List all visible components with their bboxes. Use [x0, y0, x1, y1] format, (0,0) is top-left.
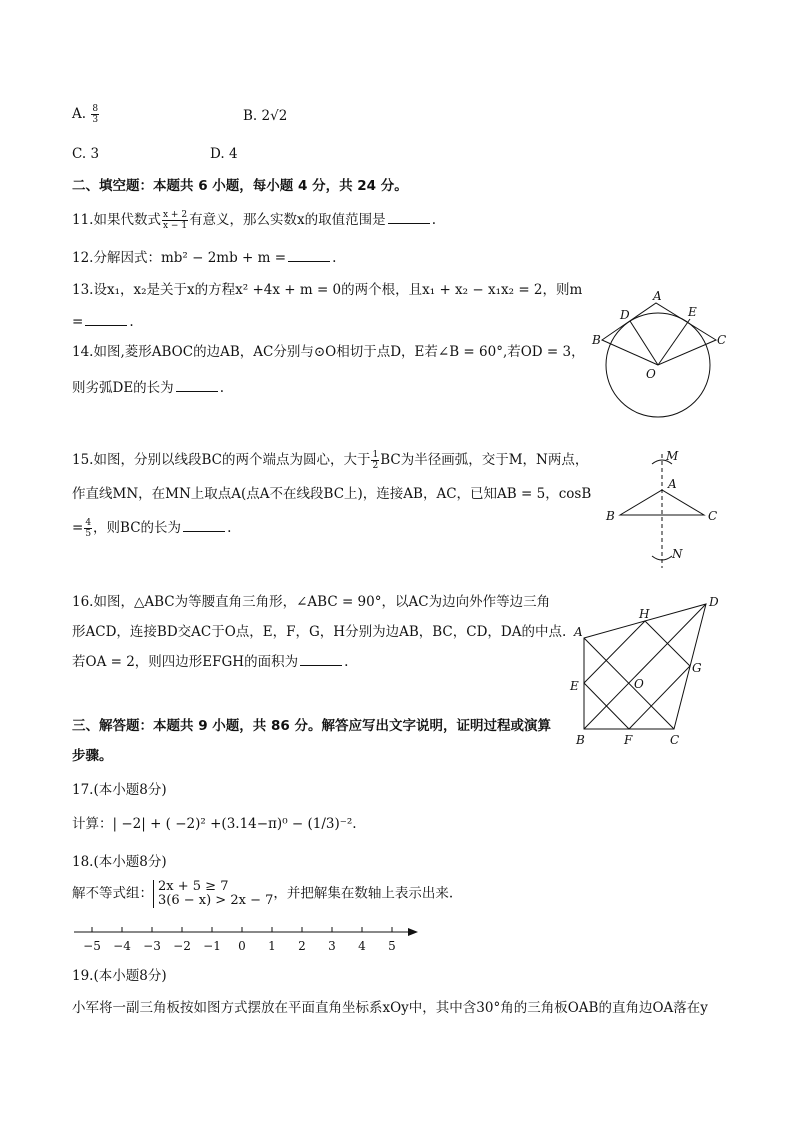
question-19-body: 小军将一副三角板按如图方式摆放在平面直角坐标系xOy中，其中含30°角的三角板OAB的直角边OA落在y — [72, 1000, 708, 1016]
number-line-tick-label: 2 — [298, 939, 306, 953]
option-c-label: C. — [72, 146, 87, 162]
section2-heading: 二、填空题：本题共 6 小题，每小题 4 分，共 24 分。 — [72, 178, 408, 194]
number-line-tick-label: 5 — [388, 939, 396, 953]
q15-cos-fraction: $\frac{4}{5}$ — [85, 518, 92, 539]
number-line-tick-label: −4 — [113, 939, 131, 953]
fig16-label-d: D — [709, 595, 719, 609]
fig16-label-a: A — [574, 625, 583, 639]
option-b-label: B. — [243, 108, 258, 124]
number-line-tick-label: 4 — [358, 939, 366, 953]
fig15-label-a: A — [668, 477, 677, 491]
question-18-body: 解不等式组： 2x + 5 ≥ 7 3(6 − x) > 2x − 7，并把解集在数轴上表示出来. — [72, 879, 454, 908]
fig16-label-f: F — [624, 733, 633, 747]
fig14-label-e: E — [688, 305, 697, 319]
q11-fraction: $\frac{x + 2}{x - 1}$ — [162, 210, 188, 231]
fig15-label-m: M — [666, 449, 679, 463]
q15-half-fraction: $\frac{1}{2}$ — [372, 450, 379, 471]
fig16-label-e: E — [570, 679, 579, 693]
number-line-tick-label: 0 — [238, 939, 246, 953]
option-d-value: 4 — [228, 146, 238, 162]
question-18-heading: 18.(本小题8分) — [72, 854, 167, 870]
option-b-value: 2√2 — [261, 108, 288, 124]
fig14-label-c: C — [717, 333, 727, 347]
fig16-label-h: H — [639, 607, 650, 621]
fig15-label-n: N — [672, 547, 683, 561]
option-a-fraction: $\frac{8}{3}$ — [92, 104, 99, 125]
option-a[interactable] — [72, 104, 100, 125]
fig14-label-a: A — [653, 289, 662, 303]
question-12: 12.分解因式：mb² − 2mb + m = . — [72, 250, 337, 266]
question-19-heading: 19.(本小题8分) — [72, 968, 167, 984]
question-14-line1: 14.如图,菱形ABOC的边AB，AC分别与⊙O相切于点D，E若∠B = 60°,若OD = 3， — [72, 344, 585, 360]
q18-inequality-system: 2x + 5 ≥ 7 3(6 − x) > 2x − 7 — [153, 880, 273, 908]
question-17-body: 计算：| −2| + ( −2)² +(3.14−π)⁰ − (1/3)⁻². — [72, 816, 357, 832]
fig14-label-b: B — [592, 333, 601, 347]
question-16-line2: 形ACD，连接BD交AC于O点，E，F，G，H分别为边AB，BC，CD，DA的中点. — [72, 624, 567, 640]
q11-answer-blank[interactable] — [388, 211, 430, 224]
option-c[interactable] — [72, 146, 99, 162]
q13-answer-blank[interactable] — [85, 313, 127, 326]
question-16-line1: 16.如图，△ABC为等腰直角三角形，∠ABC = 90°，以AC为边向外作等边三角 — [72, 594, 551, 610]
fig16-label-b: B — [576, 733, 585, 747]
option-b[interactable] — [243, 108, 287, 124]
fig16-label-g: G — [692, 661, 702, 675]
option-d-label: D. — [210, 146, 225, 162]
fig14-label-o: O — [646, 367, 656, 381]
fig15-label-b: B — [606, 509, 615, 523]
question-15-line2: 作直线MN，在MN上取点A(点A不在线段BC上)，连接AB，AC，已知AB = 5，cosB — [72, 486, 592, 502]
q16-answer-blank[interactable] — [300, 653, 342, 666]
fig16-label-o: O — [634, 677, 644, 691]
number-line-tick-label: 3 — [328, 939, 336, 953]
question-15-line3: = $\frac{4}{5}$ ，则BC的长为 . — [72, 518, 232, 539]
fig14-label-d: D — [620, 308, 630, 322]
question-13-line1: 13.设x₁，x₂是关于x的方程x² +4x + m = 0的两个根，且x₁ + x₂ − x₁x₂ = 2，则m — [72, 282, 583, 298]
section3-heading-line2: 步骤。 — [72, 748, 113, 764]
option-a-label: A. — [72, 106, 87, 122]
number-line-tick-label: −2 — [173, 939, 191, 953]
figure-15-perpendicular-bisector — [600, 444, 730, 574]
question-11: 11.如果代数式 $\frac{x + 2}{x - 1}$ 有意义，那么实数x的取值范围是 . — [72, 210, 436, 231]
number-line-tick-label: −5 — [83, 939, 101, 953]
number-line-ticks — [83, 927, 396, 953]
fig16-label-c: C — [670, 733, 680, 747]
number-line[interactable] — [72, 922, 422, 956]
number-line-arrow-icon — [408, 928, 418, 936]
question-16-line3: 若OA = 2，则四边形EFGH的面积为 . — [72, 654, 349, 670]
fig15-label-c: C — [708, 509, 718, 523]
option-c-value: 3 — [90, 146, 100, 162]
question-15-line1: 15.如图，分别以线段BC的两个端点为圆心，大于 $\frac{1}{2}$ BC为半径画弧，交于M，N两点， — [72, 450, 589, 471]
figure-14-rhombus-circle — [590, 286, 736, 420]
question-14-line2: 则劣弧DE的长为 . — [72, 380, 224, 396]
question-17-heading: 17.(本小题8分) — [72, 782, 167, 798]
figure-16-quadrilateral — [566, 592, 726, 752]
option-d[interactable] — [210, 146, 238, 162]
number-line-tick-label: −1 — [203, 939, 221, 953]
q14-answer-blank[interactable] — [176, 379, 218, 392]
question-13-line2: = . — [72, 314, 134, 330]
number-line-tick-label: −3 — [143, 939, 161, 953]
q12-answer-blank[interactable] — [288, 249, 330, 262]
number-line-tick-label: 1 — [268, 939, 276, 953]
section3-heading-line1: 三、解答题：本题共 9 小题，共 86 分。解答应写出文字说明，证明过程或演算 — [72, 718, 551, 734]
q15-answer-blank[interactable] — [183, 519, 225, 532]
